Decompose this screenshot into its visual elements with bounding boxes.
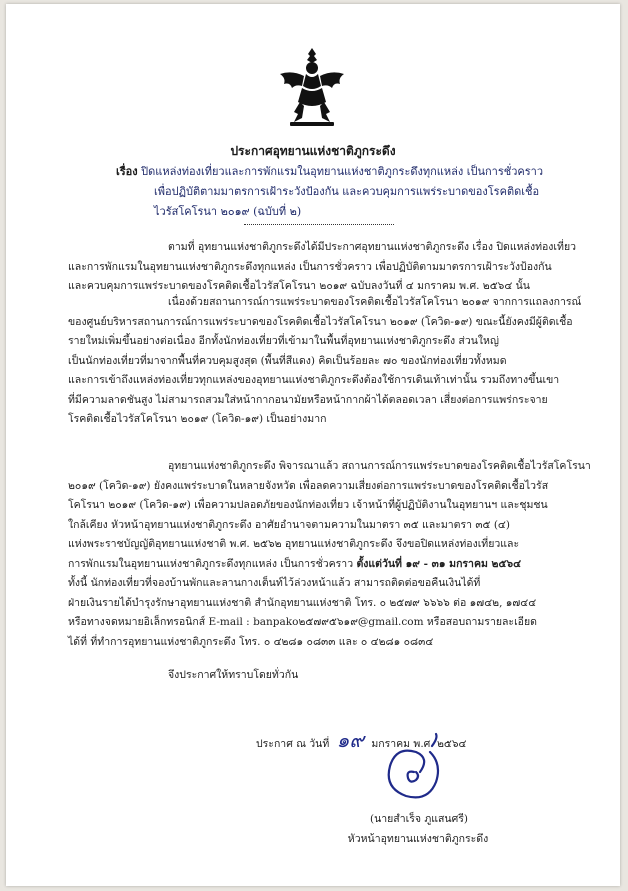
subject-label: เรื่อง bbox=[116, 165, 138, 178]
announcement-title: ประกาศอุทยานแห่งชาติภูกระดึง bbox=[230, 144, 396, 158]
paragraph-line: แห่งพระราชบัญญัติอุทยานแห่งชาติ พ.ศ. ๒๕๖๒ อุทยานแห่งชาติภูกระดึง จึงขอปิดแหล่งท่องเที่ยวและ bbox=[68, 538, 520, 550]
closure-dates: ตั้งแต่วันที่ ๑๙ - ๓๑ มกราคม ๒๕๖๔ bbox=[356, 557, 522, 570]
paragraph-line: และการพักแรมในอุทยานแห่งชาติภูกระดึงทุกแหล่ง เป็นการชั่วคราว เพื่อปฏิบัติตามมาตรการเฝ้าระวังป้องกัน bbox=[68, 260, 552, 273]
subject-line-3: ไวรัสโคโรนา ๒๐๑๙ (ฉบับที่ ๒) bbox=[154, 205, 302, 218]
date-prefix: ประกาศ ณ วันที่ bbox=[256, 738, 330, 750]
paragraph-line: โรคติดเชื้อไวรัสโคโรนา ๒๐๑๙ (โควิด-๑๙) เป็นอย่างมาก bbox=[68, 413, 327, 425]
paragraph-3 bbox=[68, 457, 591, 652]
paragraph-line: ฝ่ายเงินรายได้บำรุงรักษาอุทยานแห่งชาติ สำนักอุทยานแห่งชาติ โทร. ๐ ๒๕๗๙ ๖๖๖๖ ต่อ ๑๗๔๒, ๑๗๔๔ bbox=[68, 596, 537, 609]
paragraph-line: และควบคุมการแพร่ระบาดของโรคติดเชื้อไวรัสโคโรนา ๒๐๑๙ ฉบับลงวันที่ ๔ มกราคม พ.ศ. ๒๕๖๔ นั้น bbox=[68, 280, 530, 292]
paragraph-line bbox=[68, 555, 568, 575]
paragraph-1 bbox=[68, 238, 576, 297]
subject-line-2: เพื่อปฏิบัติตามมาตรการเฝ้าระวังป้องกัน และควบคุมการแพร่ระบาดของโรคติดเชื้อ bbox=[154, 185, 540, 198]
paragraph-line: และการเข้าถึงแหล่งท่องเที่ยวทุกแหล่งของอุทยานแห่งชาติภูกระดึงต้องใช้การเดินเท้าเท่านั้น รวมถึงทางขึ้นเขา bbox=[68, 374, 560, 386]
paragraph-line: ได้ที่ ที่ทำการอุทยานแห่งชาติภูกระดึง โทร. ๐ ๔๒๘๑ ๐๘๓๓ และ ๐ ๔๒๘๑ ๐๘๓๔ bbox=[68, 635, 434, 648]
handwritten-day: ๑๙ bbox=[336, 728, 364, 752]
closing-statement: จึงประกาศให้ทราบโดยทั่วกัน bbox=[168, 669, 299, 681]
subject-line-1: ปิดแหล่งท่องเที่ยวและการพักแรมในอุทยานแห่งชาติภูกระดึงทุกแหล่ง เป็นการชั่วคราว bbox=[141, 165, 543, 178]
paragraph-line: ที่มีความลาดชันสูง ไม่สามารถสวมใส่หน้ากากอนามัยหรือหน้ากากผ้าได้ตลอดเวลา เสี่ยงต่อการแพร่กระจาย bbox=[68, 393, 548, 406]
signatory-position: หัวหน้าอุทยานแห่งชาติภูกระดึง bbox=[347, 833, 489, 845]
paragraph-line: อุทยานแห่งชาติภูกระดึง พิจารณาแล้ว สถานการณ์การแพร่ระบาดของโรคติดเชื้อไวรัสโคโรนา bbox=[168, 460, 591, 472]
paragraph-line: ทั้งนี้ นักท่องเที่ยวที่จองบ้านพักและลานกางเต็นท์ไว้ล่วงหน้าแล้ว สามารถติดต่อขอคืนเงินได้ที่ bbox=[68, 577, 481, 589]
signatory-name: (นายสำเร็จ ภูแสนศรี) bbox=[369, 813, 469, 825]
paragraph-line: ใกล้เคียง หัวหน้าอุทยานแห่งชาติภูกระดึง อาศัยอำนาจตามความในมาตรา ๓๕ และมาตรา ๓๕ (๔) bbox=[68, 518, 510, 531]
separator-line bbox=[244, 224, 394, 225]
subject-block bbox=[116, 162, 546, 222]
garuda-emblem-icon bbox=[276, 46, 348, 130]
paragraph-line: ตามที่ อุทยานแห่งชาติภูกระดึงได้มีประกาศอุทยานแห่งชาติภูกระดึง เรื่อง ปิดแหล่งท่องเที่ยว bbox=[168, 241, 576, 253]
paragraph-line: รายใหม่เพิ่มขึ้นอย่างต่อเนื่อง อีกทั้งนักท่องเที่ยวที่เข้ามาในพื้นที่อุทยานแห่งชาติภูกระดึง ส่วนใหญ่ bbox=[68, 335, 499, 347]
paragraph-line: โคโรนา ๒๐๑๙ (โควิด-๑๙) เพื่อความปลอดภัยของนักท่องเที่ยว เจ้าหน้าที่ผู้ปฏิบัติงานในอุทยานฯ และชุมชน bbox=[68, 499, 548, 511]
paragraph-line: เนื่องด้วยสถานการณ์การแพร่ระบาดของโรคติดเชื้อไวรัสโคโรนา ๒๐๑๙ จากการแถลงการณ์ bbox=[168, 296, 582, 308]
date-suffix: มกราคม พ.ศ. ๒๕๖๔ bbox=[371, 738, 467, 750]
paragraph-line: เป็นนักท่องเที่ยวที่มาจากพื้นที่ควบคุมสูงสุด (พื้นที่สีแดง) คิดเป็นร้อยละ ๗๐ ของนักท่องเที่ยวทั้งหมด bbox=[68, 354, 507, 367]
paragraph-2 bbox=[68, 293, 582, 430]
paragraph-line: ๒๐๑๙ (โควิด-๑๙) ยังคงแพร่ระบาดในหลายจังหวัด เพื่อลดความเสี่ยงต่อการแพร่ระบาดของโรคติดเชื้อไวรัส bbox=[68, 479, 549, 492]
closure-text: การพักแรมในอุทยานแห่งชาติภูกระดึงทุกแหล่ง เป็นการชั่วคราว bbox=[68, 557, 354, 570]
paragraph-line: ของศูนย์บริหารสถานการณ์การแพร่ระบาดของโรคติดเชื้อไวรัสโคโรนา ๒๐๑๙ (โควิด-๑๙) ขณะนี้ยังคงมีผู้ติดเชื้อ bbox=[68, 315, 573, 328]
handwritten-signature-icon bbox=[376, 732, 456, 812]
paragraph-line: หรือทางจดหมายอิเล็กทรอนิกส์ E-mail : banpako๒๕๗๙๕๖๑๙@gmail.com หรือสอบถามรายละเอียด bbox=[68, 616, 537, 628]
document-page bbox=[6, 4, 620, 886]
